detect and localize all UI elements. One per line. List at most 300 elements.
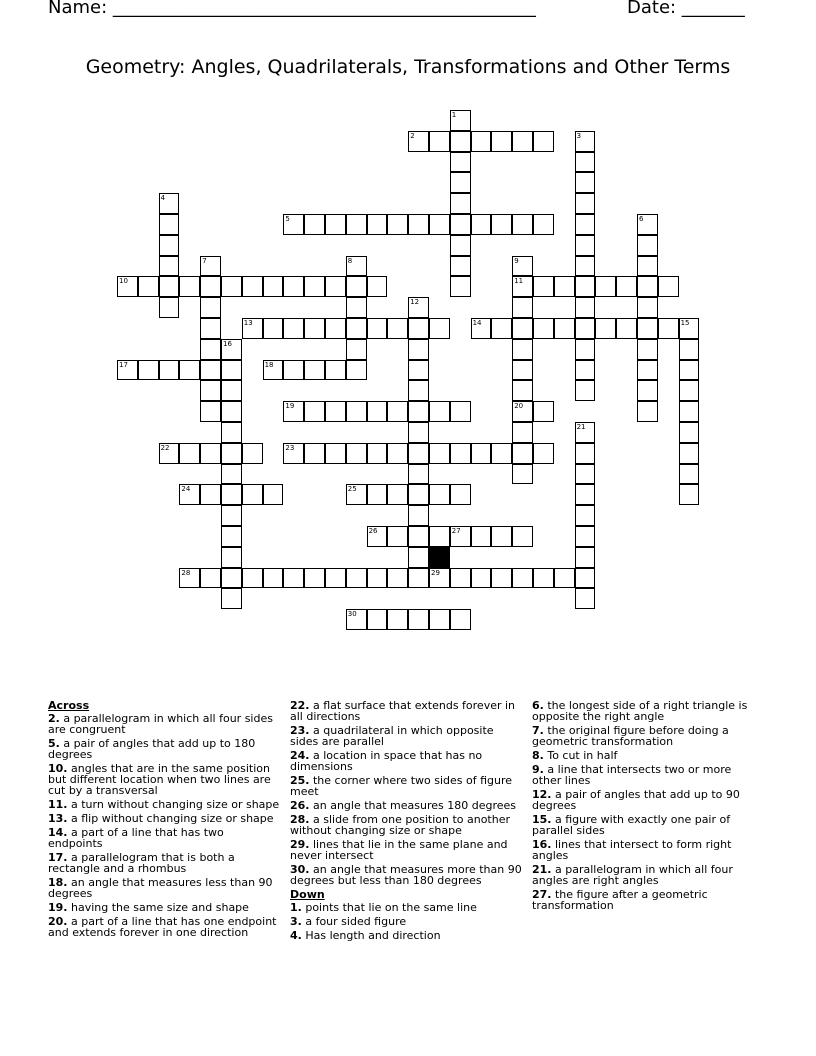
crossword-cell[interactable]: [283, 443, 304, 464]
crossword-cell[interactable]: [179, 568, 200, 589]
crossword-cell[interactable]: [512, 422, 533, 443]
crossword-cell[interactable]: [533, 568, 554, 589]
crossword-cell[interactable]: [679, 380, 700, 401]
crossword-cell[interactable]: [450, 276, 471, 297]
crossword-cell[interactable]: [304, 443, 325, 464]
crossword-cell[interactable]: [512, 401, 533, 422]
crossword-cell[interactable]: [512, 131, 533, 152]
clue-text: lines that intersect to form right angles: [532, 838, 732, 862]
crossword-cell[interactable]: [304, 568, 325, 589]
crossword-cell[interactable]: [408, 360, 429, 381]
crossword-cell[interactable]: [637, 214, 658, 235]
clue-label: 8.: [532, 749, 544, 762]
clue-text: the figure after a geometric transformation: [532, 888, 708, 912]
clue-number: 26: [368, 527, 378, 535]
crossword-cell[interactable]: [533, 276, 554, 297]
crossword-cell[interactable]: [200, 380, 221, 401]
crossword-cell[interactable]: [387, 526, 408, 547]
crossword-cell[interactable]: [429, 526, 450, 547]
clue-text: a four sided figure: [301, 915, 407, 928]
crossword-cell[interactable]: [304, 401, 325, 422]
crossword-cell[interactable]: [242, 484, 263, 505]
clue-text: the original figure before doing a geometric transformation: [532, 724, 729, 748]
crossword-cell[interactable]: [325, 401, 346, 422]
crossword-cell[interactable]: [679, 318, 700, 339]
crossword-cell[interactable]: [200, 360, 221, 381]
crossword-cell[interactable]: [221, 360, 242, 381]
crossword-cell[interactable]: [658, 318, 679, 339]
crossword-cell[interactable]: [450, 443, 471, 464]
crossword-cell[interactable]: [637, 380, 658, 401]
crossword-cell[interactable]: [159, 256, 180, 277]
clue-label: 15.: [532, 813, 552, 826]
crossword-cell[interactable]: [637, 339, 658, 360]
crossword-cell[interactable]: [408, 443, 429, 464]
crossword-cell[interactable]: [575, 193, 596, 214]
crossword-cell[interactable]: [325, 568, 346, 589]
crossword-cell[interactable]: [367, 214, 388, 235]
clue-label: 9.: [532, 763, 544, 776]
clue-text: a parallelogram that is both a rectangle and a rhombus: [48, 851, 235, 875]
crossword-cell[interactable]: [575, 422, 596, 443]
crossword-cell[interactable]: [471, 131, 492, 152]
clue-number: 21: [576, 423, 586, 431]
clue-text: a flat surface that extends forever in all directions: [290, 699, 516, 723]
crossword-cell[interactable]: [575, 464, 596, 485]
clue-label: 5.: [48, 737, 60, 750]
crossword-cell[interactable]: [179, 360, 200, 381]
clue-item: [290, 725, 522, 747]
crossword-cell[interactable]: [283, 568, 304, 589]
clue-text: a turn without changing size or shape: [67, 798, 280, 811]
crossword-cell[interactable]: [575, 568, 596, 589]
clue-text: a part of a line that has one endpoint and extends forever in one direction: [48, 915, 277, 939]
crossword-cell[interactable]: [450, 152, 471, 173]
crossword-cell[interactable]: [221, 464, 242, 485]
clue-text: a flip without changing size or shape: [67, 812, 274, 825]
crossword-cell[interactable]: [512, 526, 533, 547]
crossword-cell[interactable]: [512, 276, 533, 297]
crossword-cell[interactable]: [242, 318, 263, 339]
crossword-cell[interactable]: [346, 256, 367, 277]
clue-text: a pair of angles that add up to 180 degrees: [48, 737, 256, 761]
crossword-cell[interactable]: [221, 526, 242, 547]
clue-number: 1: [451, 111, 457, 119]
crossword-cell[interactable]: [512, 360, 533, 381]
crossword-cell[interactable]: [575, 318, 596, 339]
crossword-cell[interactable]: [408, 297, 429, 318]
clue-label: 18.: [48, 876, 68, 889]
clue-label: 23.: [290, 724, 310, 737]
crossword-cell[interactable]: [429, 401, 450, 422]
crossword-cell[interactable]: [595, 276, 616, 297]
crossword-cell[interactable]: [221, 443, 242, 464]
crossword-cell[interactable]: [408, 547, 429, 568]
crossword-cell[interactable]: [263, 318, 284, 339]
crossword-cell[interactable]: [575, 484, 596, 505]
crossword-cell[interactable]: [450, 131, 471, 152]
crossword-cell[interactable]: [429, 443, 450, 464]
clue-text: a slide from one position to another without changing size or shape: [290, 813, 511, 837]
crossword-cell[interactable]: [512, 256, 533, 277]
crossword-cell[interactable]: [575, 276, 596, 297]
crossword-cell[interactable]: [367, 568, 388, 589]
clue-label: 26.: [290, 799, 310, 812]
clue-label: 10.: [48, 762, 68, 775]
crossword-cell[interactable]: [179, 443, 200, 464]
clue-item: [290, 902, 522, 913]
clue-number: 16: [223, 339, 232, 348]
crossword-cell[interactable]: [429, 318, 450, 339]
crossword-cell[interactable]: [450, 110, 471, 131]
clue-item: [48, 813, 280, 824]
crossword-cell[interactable]: [595, 318, 616, 339]
crossword-cell[interactable]: [512, 297, 533, 318]
clue-item: [532, 864, 764, 886]
clue-number: 12: [410, 298, 420, 307]
crossword-cell[interactable]: [491, 214, 512, 235]
crossword-cell[interactable]: [221, 505, 242, 526]
crossword-cell[interactable]: [637, 401, 658, 422]
crossword-cell[interactable]: [346, 360, 367, 381]
crossword-cell[interactable]: [408, 214, 429, 235]
clue-item: [290, 930, 522, 941]
crossword-cell[interactable]: [263, 568, 284, 589]
crossword-cell[interactable]: [159, 443, 180, 464]
crossword-cell[interactable]: [575, 152, 596, 173]
clue-number: 5: [285, 215, 290, 223]
crossword-cell[interactable]: [637, 318, 658, 339]
crossword-cell[interactable]: [575, 360, 596, 381]
crossword-cell[interactable]: [408, 339, 429, 360]
crossword-cell[interactable]: [159, 276, 180, 297]
crossword-cell[interactable]: [575, 214, 596, 235]
crossword-cell[interactable]: [387, 609, 408, 630]
crossword-cell[interactable]: [221, 422, 242, 443]
clue-number: 19: [285, 402, 295, 411]
crossword-cell[interactable]: [450, 214, 471, 235]
crossword-cell[interactable]: [429, 484, 450, 505]
crossword-cell[interactable]: [408, 609, 429, 630]
clue-label: 13.: [48, 812, 68, 825]
crossword-cell[interactable]: [200, 276, 221, 297]
crossword-cell[interactable]: [346, 297, 367, 318]
clue-text: a pair of angles that add up to 90 degrees: [532, 788, 740, 812]
clue-text: having the same size and shape: [67, 901, 249, 914]
crossword-cell[interactable]: [304, 276, 325, 297]
crossword-cell[interactable]: [637, 360, 658, 381]
crossword-cell[interactable]: [387, 318, 408, 339]
crossword-cell[interactable]: [575, 526, 596, 547]
crossword-cell[interactable]: [283, 401, 304, 422]
crossword-cell[interactable]: [679, 464, 700, 485]
crossword-cell[interactable]: [346, 609, 367, 630]
crossword-cell[interactable]: [325, 443, 346, 464]
crossword-cell[interactable]: [471, 568, 492, 589]
crossword-cell[interactable]: [575, 443, 596, 464]
crossword-cell[interactable]: [616, 276, 637, 297]
crossword-cell[interactable]: [471, 214, 492, 235]
crossword-cell[interactable]: [283, 360, 304, 381]
crossword-cell[interactable]: [242, 443, 263, 464]
crossword-cell[interactable]: [575, 339, 596, 360]
clue-text: an angle that measures 180 degrees: [309, 799, 517, 812]
crossword-cell[interactable]: [367, 526, 388, 547]
crossword-cell[interactable]: [512, 380, 533, 401]
clue-item: [532, 814, 764, 836]
crossword-cell[interactable]: [575, 297, 596, 318]
clue-label: 7.: [532, 724, 544, 737]
crossword-cell[interactable]: [450, 172, 471, 193]
crossword-cell[interactable]: [117, 360, 138, 381]
crossword-cell[interactable]: [367, 443, 388, 464]
crossword-cell[interactable]: [242, 276, 263, 297]
crossword-cell[interactable]: [679, 360, 700, 381]
clue-item: [48, 713, 280, 735]
crossword-cell[interactable]: [200, 256, 221, 277]
crossword-cell[interactable]: [575, 380, 596, 401]
crossword-cell[interactable]: [408, 464, 429, 485]
crossword-cell[interactable]: [283, 214, 304, 235]
crossword-cell[interactable]: [346, 443, 367, 464]
crossword-cell[interactable]: [450, 401, 471, 422]
clue-item: [290, 750, 522, 772]
crossword-cell[interactable]: [346, 484, 367, 505]
crossword-cell[interactable]: [575, 505, 596, 526]
crossword-cell[interactable]: [117, 276, 138, 297]
crossword-cell[interactable]: [408, 318, 429, 339]
crossword-cell[interactable]: [471, 443, 492, 464]
crossword-cell[interactable]: [408, 568, 429, 589]
crossword-cell[interactable]: [346, 401, 367, 422]
crossword-cell[interactable]: [637, 256, 658, 277]
crossword-cell[interactable]: [408, 422, 429, 443]
crossword-cell[interactable]: [429, 568, 450, 589]
crossword-cell[interactable]: [200, 297, 221, 318]
clue-label: 27.: [532, 888, 552, 901]
clue-number: 27: [451, 527, 461, 535]
clue-heading: Down: [290, 888, 325, 901]
crossword-cell[interactable]: [575, 547, 596, 568]
clue-text: the longest side of a right triangle is opposite the right angle: [532, 699, 748, 723]
crossword-cell[interactable]: [533, 318, 554, 339]
crossword-cell[interactable]: [200, 484, 221, 505]
crossword-cell[interactable]: [637, 276, 658, 297]
clue-item: [48, 877, 280, 899]
crossword-cell[interactable]: [221, 401, 242, 422]
clue-number: 20: [514, 402, 524, 411]
crossword-cell[interactable]: [200, 568, 221, 589]
crossword-cell[interactable]: [346, 276, 367, 297]
crossword-cell[interactable]: [679, 339, 700, 360]
crossword-cell[interactable]: [221, 380, 242, 401]
clue-item: [532, 764, 764, 786]
crossword-cell[interactable]: [179, 276, 200, 297]
clue-number: 6: [639, 215, 644, 223]
clue-item: [532, 839, 764, 861]
crossword-cell[interactable]: [304, 214, 325, 235]
clue-number: 9: [514, 256, 519, 265]
crossword-cell[interactable]: [429, 131, 450, 152]
crossword-cell[interactable]: [242, 568, 263, 589]
crossword-cell[interactable]: [679, 401, 700, 422]
crossword-cell[interactable]: [387, 568, 408, 589]
crossword-cell[interactable]: [346, 318, 367, 339]
crossword-cell[interactable]: [533, 443, 554, 464]
clue-label: 3.: [290, 915, 302, 928]
clue-text: a line that intersects two or more other lines: [532, 763, 732, 787]
clue-item: [290, 800, 522, 811]
crossword-cell[interactable]: [387, 484, 408, 505]
crossword-cell[interactable]: [221, 339, 242, 360]
crossword-cell[interactable]: [450, 526, 471, 547]
crossword-cell[interactable]: [491, 318, 512, 339]
crossword-cell[interactable]: [575, 131, 596, 152]
crossword-cell[interactable]: [138, 360, 159, 381]
crossword-cell[interactable]: [221, 484, 242, 505]
clue-label: 6.: [532, 699, 544, 712]
clue-text: Has length and direction: [301, 929, 441, 942]
crossword-cell[interactable]: [221, 568, 242, 589]
crossword-cell[interactable]: [575, 172, 596, 193]
crossword-cell[interactable]: [450, 484, 471, 505]
crossword-cell[interactable]: [367, 401, 388, 422]
crossword-cell[interactable]: [221, 588, 242, 609]
crossword-cell[interactable]: [450, 256, 471, 277]
crossword-cell[interactable]: [491, 131, 512, 152]
crossword-cell[interactable]: [533, 401, 554, 422]
crossword-cell[interactable]: [325, 360, 346, 381]
crossword-cell[interactable]: [159, 360, 180, 381]
crossword-cell[interactable]: [658, 276, 679, 297]
crossword-cell[interactable]: [367, 318, 388, 339]
crossword-cell[interactable]: [679, 443, 700, 464]
crossword-cell[interactable]: [346, 568, 367, 589]
crossword-cell[interactable]: [575, 256, 596, 277]
clue-item: [48, 763, 280, 796]
clue-item: [532, 889, 764, 911]
crossword-cell[interactable]: [221, 276, 242, 297]
crossword-cell[interactable]: [637, 235, 658, 256]
clue-text: a figure with exactly one pair of parallel sides: [532, 813, 731, 837]
crossword-cell[interactable]: [512, 443, 533, 464]
crossword-cell[interactable]: [200, 401, 221, 422]
crossword-cell[interactable]: [367, 609, 388, 630]
clue-number: 10: [119, 277, 128, 286]
clue-label: 12.: [532, 788, 552, 801]
crossword-cell[interactable]: [554, 276, 575, 297]
crossword-cell[interactable]: [554, 568, 575, 589]
crossword-cell[interactable]: [263, 484, 284, 505]
crossword-cell[interactable]: [450, 609, 471, 630]
crossword-cell[interactable]: [221, 547, 242, 568]
clue-item: [48, 916, 280, 938]
crossword-cell[interactable]: [200, 318, 221, 339]
crossword-cell[interactable]: [679, 484, 700, 505]
crossword-cell[interactable]: [200, 443, 221, 464]
crossword-cell[interactable]: [387, 214, 408, 235]
crossword-cell[interactable]: [533, 214, 554, 235]
crossword-cell[interactable]: [325, 276, 346, 297]
crossword-cell[interactable]: [159, 297, 180, 318]
clue-item: [48, 902, 280, 913]
crossword-cell[interactable]: [387, 443, 408, 464]
clue-label: 28.: [290, 813, 310, 826]
crossword-cell[interactable]: [512, 318, 533, 339]
crossword-cell[interactable]: [575, 588, 596, 609]
crossword-cell[interactable]: [471, 526, 492, 547]
crossword-cell[interactable]: [325, 318, 346, 339]
crossword-cell[interactable]: [159, 193, 180, 214]
crossword-cell[interactable]: [283, 318, 304, 339]
crossword-cell[interactable]: [367, 484, 388, 505]
crossword-cell[interactable]: [637, 297, 658, 318]
crossword-cell[interactable]: [159, 235, 180, 256]
crossword-cell[interactable]: [429, 214, 450, 235]
crossword-cell[interactable]: [408, 131, 429, 152]
crossword-cell[interactable]: [679, 422, 700, 443]
clue-text: points that lie on the same line: [301, 901, 477, 914]
clue-item: [290, 700, 522, 722]
crossword-cell[interactable]: [408, 484, 429, 505]
crossword-cell[interactable]: [491, 443, 512, 464]
crossword-cell[interactable]: [138, 276, 159, 297]
crossword-cell[interactable]: [616, 318, 637, 339]
clue-text: a quadrilateral in which opposite sides are parallel: [290, 724, 494, 748]
crossword-cell[interactable]: [200, 339, 221, 360]
clue-text: angles that are in the same position but different location when two lines are cut by a transversal: [48, 762, 271, 797]
crossword-cell[interactable]: [408, 526, 429, 547]
crossword-cell[interactable]: [575, 235, 596, 256]
crossword-cell[interactable]: [512, 214, 533, 235]
crossword-cell[interactable]: [471, 318, 492, 339]
crossword-cell[interactable]: [325, 214, 346, 235]
clue-number: 7: [202, 256, 207, 265]
crossword-cell[interactable]: [408, 505, 429, 526]
crossword-cell[interactable]: [304, 360, 325, 381]
crossword-cell[interactable]: [159, 214, 180, 235]
clue-number: 8: [347, 256, 353, 265]
clue-text: a parallelogram in which all four angles are right angles: [532, 863, 733, 887]
crossword-cell[interactable]: [533, 131, 554, 152]
crossword-cell[interactable]: [408, 380, 429, 401]
clue-label: 21.: [532, 863, 552, 876]
crossword-cell[interactable]: [346, 214, 367, 235]
clue-text: the corner where two sides of figure meet: [290, 774, 513, 798]
crossword-cell[interactable]: [429, 609, 450, 630]
crossword-cell[interactable]: [304, 318, 325, 339]
clue-item: [290, 839, 522, 861]
crossword-cell[interactable]: [367, 276, 388, 297]
crossword-cell[interactable]: [491, 568, 512, 589]
clue-label: 20.: [48, 915, 68, 928]
crossword-cell[interactable]: [346, 339, 367, 360]
crossword-cell[interactable]: [512, 339, 533, 360]
crossword-cell[interactable]: [512, 568, 533, 589]
crossword-cell[interactable]: [263, 360, 284, 381]
crossword-cell[interactable]: [450, 193, 471, 214]
crossword-cell[interactable]: [450, 568, 471, 589]
crossword-cell[interactable]: [263, 276, 284, 297]
crossword-cell[interactable]: [179, 484, 200, 505]
crossword-cell[interactable]: [283, 276, 304, 297]
crossword-cell[interactable]: [450, 235, 471, 256]
crossword-cell[interactable]: [387, 401, 408, 422]
crossword-cell[interactable]: [408, 401, 429, 422]
crossword-cell[interactable]: [491, 526, 512, 547]
crossword-cell[interactable]: [512, 464, 533, 485]
crossword-cell[interactable]: [554, 318, 575, 339]
